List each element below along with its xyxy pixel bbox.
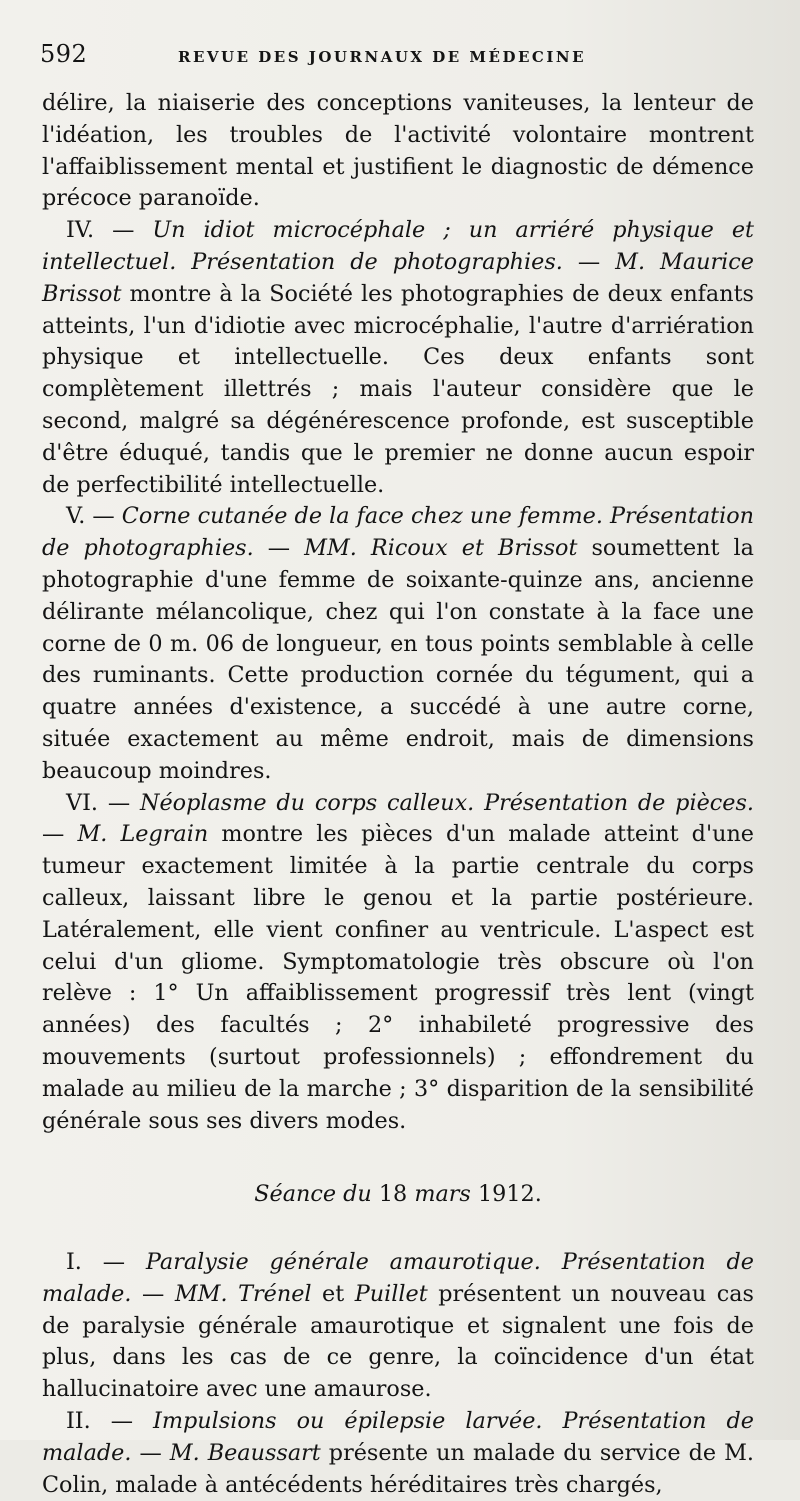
paragraph-i [42,1247,754,1406]
section-authors: MM. Trénel [174,1280,312,1307]
page-body [42,88,754,1501]
section-number: IV. — [66,217,153,244]
section-authors: M. Maurice Brissot [42,248,754,307]
section-title: Un idiot microcéphale ; un arriéré physique et intellectuel. Présentation de photographies. [42,217,754,275]
paragraph-text: montre les pièces d'un malade atteint d'une tumeur exactement limitée à la partie centrale du corps calleux, laissant libre le genou et la partie postérieure. Latéralement, elle vient confiner au ventricule. L'aspect est celui d'un gliome. Symptomatologie très obscure où l'on relève : 1° Un affaiblissement progressif très lent (vingt années) des facultés ; 2° inhabileté progressive des mouvements (surtout professionnels) ; effondrement du malade au milieu de la marche ; 3° disparition de la sensibilité générale sous ses divers modes. [42,821,754,1134]
paragraph-iv [42,215,754,501]
paragraph-text: montre à la Société les photographies de deux enfants atteints, l'un d'idiotie avec microcéphalie, l'autre d'arriération physique et intellectuelle. Ces deux enfants sont complètement illettrés ; mais l'auteur considère que le second, malgré sa dégénérescence profonde, est susceptible d'être éduqué, tandis que le premier ne donne aucun espoir de perfectibilité intellectuelle. [42,280,754,498]
separator: — [253,535,305,562]
separator: — [42,821,78,848]
section-title: Néoplasme du corps calleux. Présentation de pièces. [139,789,754,816]
running-head: REVUE DES JOURNAUX DE MÉDECINE [178,48,587,66]
paragraph-text: présentent un nouveau cas de paralysie générale amaurotique et signalent une fois de plus, dans les cas de ce genre, la coïncidence d'un état hallucinatoire avec une amaurose. [42,1280,754,1403]
seance-label: Séance du [254,1181,372,1208]
seance-year: 1912. [470,1181,542,1208]
paragraph-text: présente un malade du service de M. Colin, malade à antécédents héréditaires très chargés, [42,1439,754,1498]
section-title: Impulsions ou épilepsie larvée. Présentation de malade. [42,1408,755,1466]
section-number: I. — [66,1249,146,1276]
conjunction: et [311,1280,355,1307]
section-number: V. — [66,503,122,530]
page-header [40,40,760,80]
seance-heading [42,1179,754,1211]
separator: — [131,1439,170,1466]
section-title: Paralysie générale amaurotique. Présentation de malade. [42,1249,754,1307]
seance-day: 18 [371,1181,415,1208]
paragraph-vi [42,788,754,1138]
separator: — [562,248,616,275]
section-authors: M. Beaussart [169,1439,321,1466]
section-authors: M. Legrain [77,821,209,848]
paragraph-ii [42,1406,754,1501]
separator: — [131,1280,175,1307]
paragraph-text: délire, la niaiserie des conceptions vaniteuses, la lenteur de l'idéation, les troubles de l'activité volontaire montrent l'affaiblissement mental et justifient le diagnostic de démence précoce paranoïde. [42,90,754,212]
paragraph-v [42,501,754,787]
page-number: 592 [40,40,88,68]
section-authors: MM. Ricoux et Brissot [304,535,578,562]
paragraph-text: soumettent la photographie d'une femme de soixante-quinze ans, ancienne délirante mélancolique, chez qui l'on constate à la face une corne de 0 m. 06 de longueur, en tous points semblable à celle des ruminants. Cette production cornée du tégument, qui a quatre années d'existence, a succédé à une autre corne, située exactement au même endroit, mais de dimensions beaucoup moindres. [42,535,754,784]
section-number: II. — [66,1408,154,1435]
section-title: Corne cutanée de la face chez une femme. Présentation de photographies. [42,503,754,562]
section-authors: Puillet [354,1280,428,1307]
section-number: VI. — [66,789,140,816]
paragraph-continuation [42,88,754,215]
seance-month: mars [414,1181,471,1208]
